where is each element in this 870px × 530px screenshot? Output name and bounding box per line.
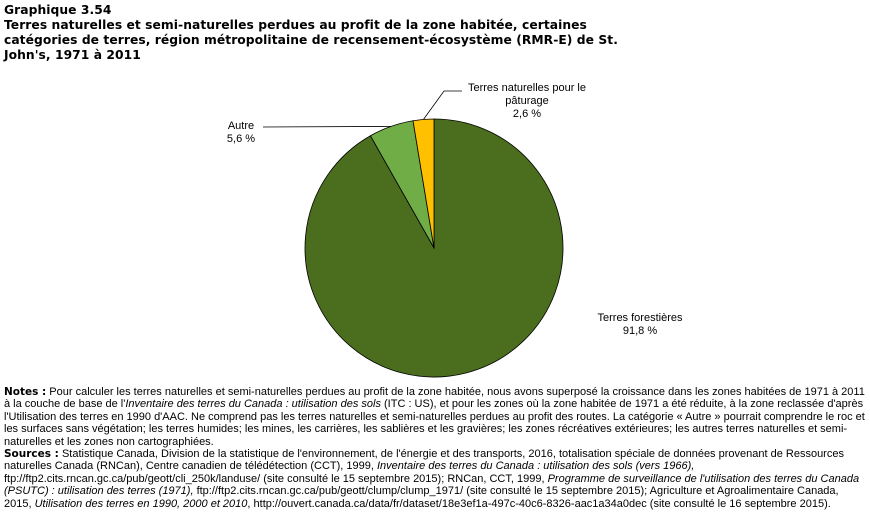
sources-text-d: , http://ouvert.canada.ca/data/fr/dataset/18e3ef1a-497c-40c6-8326-aac1a34a0dec (site consulté le 16 septembre 2015). <box>247 497 831 510</box>
sources-paragraph <box>4 448 866 510</box>
chart-title-line-2: catégories de terres, région métropolitaine de recensement-écosystème (RMR-E) de St. <box>4 33 618 47</box>
pie-value-label-1: 5,6 % <box>226 133 256 145</box>
chart-title-line-1: Terres naturelles et semi-naturelles perdues au profit de la zone habitée, certaines <box>4 18 587 32</box>
pie-label-2 <box>468 82 586 120</box>
sources-italic-c: Utilisation des terres en 1990, 2000 et 2010 <box>34 497 248 510</box>
leader-line-2 <box>424 91 463 119</box>
pie-category-label-0: Terres forestières <box>597 312 683 324</box>
notes-paragraph <box>4 386 866 448</box>
figure-number: Graphique 3.54 <box>4 3 112 17</box>
pie-category-label-2: pâturage <box>505 95 549 107</box>
notes-text-2: (ITC : US), et pour les zones où la zone habitée de 1971 a été réduite, à la zone reclassée d'après l'Utilisation des terres en 1990 d'AAC. Ne comprend pas les terres naturelles et semi-naturelles perdues au profit des routes. La catégorie « Autre » pourrait comprendre le roc et les surfaces sans végétation; les terres humides; les mines, les carrières, les sablières et les gravières; les zones récréatives extérieures; les autres terres naturelles et semi-naturelles et les zones non cartographiées. <box>4 398 865 448</box>
sources-italic-b: Programme de surveillance de l'utilisation des terres du Canada (PSUTC) : utilisation des terres (1971), <box>4 472 860 498</box>
leader-line-1 <box>263 126 391 127</box>
notes-section <box>4 386 866 510</box>
pie-label-0 <box>598 312 683 337</box>
sources-text-b: ftp://ftp2.cits.rncan.gc.ca/pub/geott/cli_250k/landuse/ (site consulté le 15 septembre 2015); RNCan, CCT, 1999, <box>4 472 548 485</box>
chart-title-line-3: John's, 1971 à 2011 <box>4 48 141 62</box>
sources-text-c: ftp://ftp2.cits.rncan.gc.ca/pub/geott/clump/clump_1971/ (site consulté le 15 septembre 2015); Agriculture et Agroalimentaire Canada, 2015, <box>4 485 839 510</box>
notes-italic-title: Inventaire des terres du Canada : utilisation des sols <box>125 398 381 411</box>
pie-value-label-0: 91,8 % <box>622 325 658 337</box>
notes-label: Notes : <box>4 386 47 398</box>
notes-text: Pour calculer les terres naturelles et semi-naturelles perdues au profit de la zone habitée, nous avons superposé la croissance dans les zones habitées de 1971 à 2011 à la couche de base de l' <box>4 386 865 411</box>
pie-label-1 <box>227 120 255 145</box>
sources-italic-a: Inventaire des terres du Canada : utilisation des sols (vers 1966), <box>376 460 695 473</box>
pie-category-label-2: Terres naturelles pour le <box>467 82 587 94</box>
pie-slices <box>305 119 563 377</box>
pie-value-label-2: 2,6 % <box>512 108 542 120</box>
pie-category-label-1: Autre <box>227 120 255 132</box>
sources-label: Sources : <box>4 448 59 461</box>
sources-text-a: Statistique Canada, Division de la statistique de l'environnement, de l'énergie et des transports, 2016, totalisation spéciale de données provenant de Ressources naturelles Canada (RNCan), Centre canadien de télédétection (CCT), 1999, <box>4 448 844 473</box>
